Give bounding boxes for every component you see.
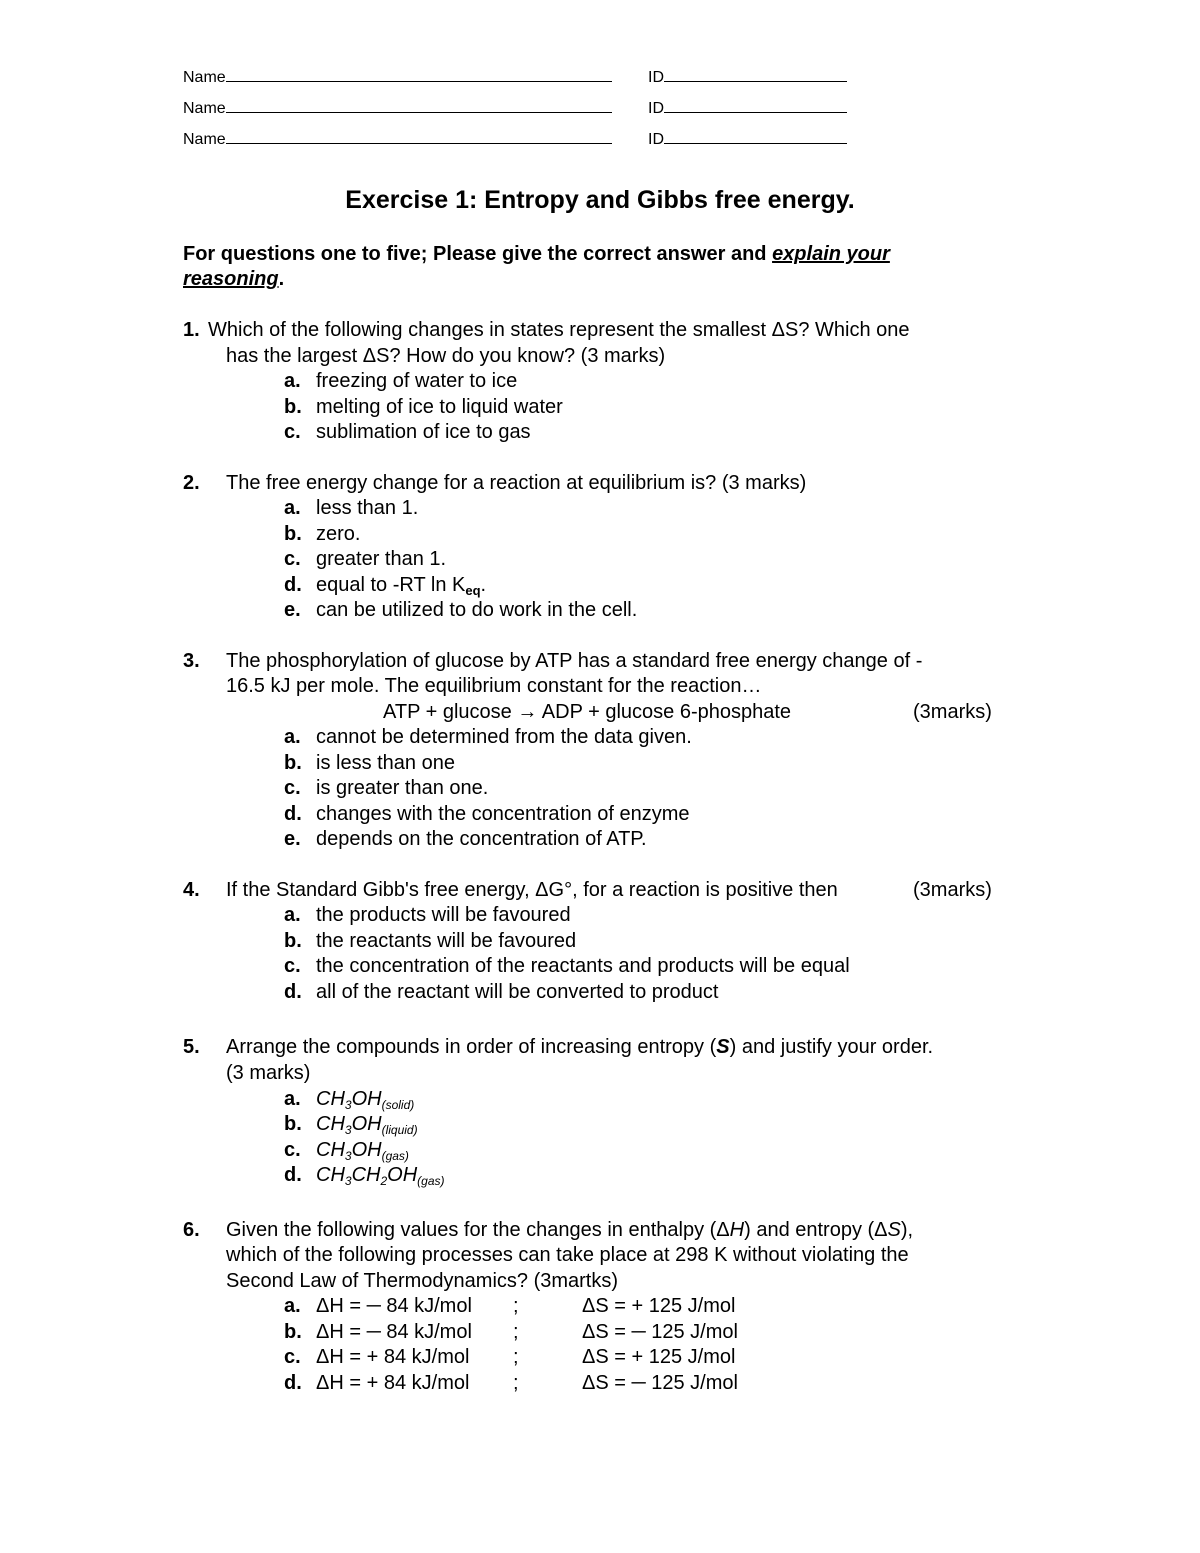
page-title: Exercise 1: Entropy and Gibbs free energy. bbox=[345, 186, 855, 214]
question-5-line-2: (3 marks) bbox=[226, 1062, 311, 1084]
question-5-line-1: Arrange the compounds in order of increasing entropy (S) and justify your order. bbox=[226, 1036, 934, 1058]
name-line-1[interactable] bbox=[183, 67, 612, 88]
question-3-marks: (3marks) bbox=[913, 701, 992, 723]
question-4-option-a: a. the products will be favoured bbox=[284, 904, 571, 926]
question-6-line-2: which of the following processes can take place at 298 K without violating the bbox=[226, 1244, 909, 1266]
question-3-equation: ATP + glucose → ADP + glucose 6-phosphate bbox=[383, 701, 792, 723]
question-6-line-1: Given the following values for the changes in enthalpy (ΔH) and entropy (ΔS), bbox=[226, 1219, 914, 1241]
question-6-option-c: c. ΔH = + 84 kJ/mol bbox=[284, 1346, 470, 1368]
name-label: Name bbox=[183, 131, 226, 148]
question-1-number: 1. bbox=[183, 319, 200, 341]
question-3-option-d: d. changes with the concentration of enzyme bbox=[284, 803, 690, 825]
question-2-option-e: e. can be utilized to do work in the cell. bbox=[284, 599, 638, 621]
question-6-option-d-separator: ; bbox=[513, 1372, 519, 1394]
name-blank[interactable] bbox=[226, 67, 612, 82]
question-3-line-1: The phosphorylation of glucose by ATP has a standard free energy change of - bbox=[226, 650, 923, 672]
question-6-option-b: b. ΔH = ─ 84 kJ/mol bbox=[284, 1321, 472, 1343]
name-line-3[interactable] bbox=[183, 129, 612, 150]
name-blank[interactable] bbox=[226, 98, 612, 113]
question-2-option-a: a. less than 1. bbox=[284, 497, 419, 519]
question-6-option-c-separator: ; bbox=[513, 1346, 519, 1368]
question-6-option-c-entropy: ΔS = + 125 J/mol bbox=[582, 1346, 736, 1368]
question-3-line-2: 16.5 kJ per mole. The equilibrium constant for the reaction… bbox=[226, 675, 762, 697]
question-4-line-1: If the Standard Gibb's free energy, ΔG°, for a reaction is positive then bbox=[226, 879, 838, 901]
question-6-option-a-separator: ; bbox=[513, 1295, 519, 1317]
question-6-option-d-entropy: ΔS = ─ 125 J/mol bbox=[582, 1372, 738, 1394]
question-4-option-d: d. all of the reactant will be converted to product bbox=[284, 981, 719, 1003]
question-1-option-c: c. sublimation of ice to gas bbox=[284, 421, 531, 443]
id-blank[interactable] bbox=[664, 98, 847, 113]
question-4-option-c: c. the concentration of the reactants and products will be equal bbox=[284, 955, 850, 977]
question-6-option-d: d. ΔH = + 84 kJ/mol bbox=[284, 1372, 470, 1394]
name-label: Name bbox=[183, 69, 226, 86]
question-2-option-d: d. equal to -RT $\ln K_{eq}$. bbox=[284, 574, 487, 598]
id-line-1[interactable] bbox=[648, 67, 847, 88]
id-blank[interactable] bbox=[664, 67, 847, 82]
question-4-number: 4. bbox=[183, 879, 200, 901]
question-1-line-1: Which of the following changes in states represent the smallest ΔS? Which one bbox=[208, 319, 910, 341]
instructions-lead: For questions one to five; Please give the correct answer and bbox=[183, 243, 773, 265]
name-line-2[interactable] bbox=[183, 98, 612, 119]
question-3-option-a: a. cannot be determined from the data given. bbox=[284, 726, 692, 748]
question-3-option-e: e. depends on the concentration of ATP. bbox=[284, 828, 647, 850]
id-line-3[interactable] bbox=[648, 129, 847, 150]
question-6-option-b-entropy: ΔS = ─ 125 J/mol bbox=[582, 1321, 738, 1343]
id-label: ID bbox=[648, 100, 664, 117]
question-4-option-b: b. the reactants will be favoured bbox=[284, 930, 577, 952]
name-label: Name bbox=[183, 100, 226, 117]
question-1-option-a: a. freezing of water to ice bbox=[284, 370, 518, 392]
question-2-number: 2. bbox=[183, 472, 200, 494]
question-6-option-b-separator: ; bbox=[513, 1321, 519, 1343]
question-5-number: 5. bbox=[183, 1036, 200, 1058]
question-6-line-3: Second Law of Thermodynamics? (3martks) bbox=[226, 1270, 619, 1292]
instructions-tail: . bbox=[278, 268, 285, 290]
question-1-line-2: has the largest ΔS? How do you know? (3 marks) bbox=[226, 345, 666, 367]
question-5-option-d: d. $CH_3CH_2OH_{(gas)}$ bbox=[284, 1164, 445, 1188]
question-3-number: 3. bbox=[183, 650, 200, 672]
question-5-option-c: c. $CH_3OH_{(gas)}$ bbox=[284, 1139, 409, 1163]
question-6-number: 6. bbox=[183, 1219, 200, 1241]
id-label: ID bbox=[648, 69, 664, 86]
question-3-option-c: c. is greater than one. bbox=[284, 777, 489, 799]
id-label: ID bbox=[648, 131, 664, 148]
question-2-option-c: c. greater than 1. bbox=[284, 548, 447, 570]
question-2-line-1: The free energy change for a reaction at equilibrium is? (3 marks) bbox=[226, 472, 807, 494]
question-3-option-b: b. is less than one bbox=[284, 752, 455, 774]
question-6-option-a-entropy: ΔS = + 125 J/mol bbox=[582, 1295, 736, 1317]
id-blank[interactable] bbox=[664, 129, 847, 144]
id-line-2[interactable] bbox=[648, 98, 847, 119]
question-2-option-b: b. zero. bbox=[284, 523, 361, 545]
instructions bbox=[183, 242, 983, 292]
instructions-emphasis: explain your reasoning bbox=[183, 243, 890, 290]
question-5-option-b: b. $CH_3OH_{(liquid)}$ bbox=[284, 1113, 418, 1137]
name-blank[interactable] bbox=[226, 129, 612, 144]
question-1-option-b: b. melting of ice to liquid water bbox=[284, 396, 563, 418]
question-4-marks: (3marks) bbox=[913, 879, 992, 901]
question-6-option-a: a. ΔH = ─ 84 kJ/mol bbox=[284, 1295, 472, 1317]
question-5-option-a: a. $CH_3OH_{(solid)}$ bbox=[284, 1088, 415, 1112]
